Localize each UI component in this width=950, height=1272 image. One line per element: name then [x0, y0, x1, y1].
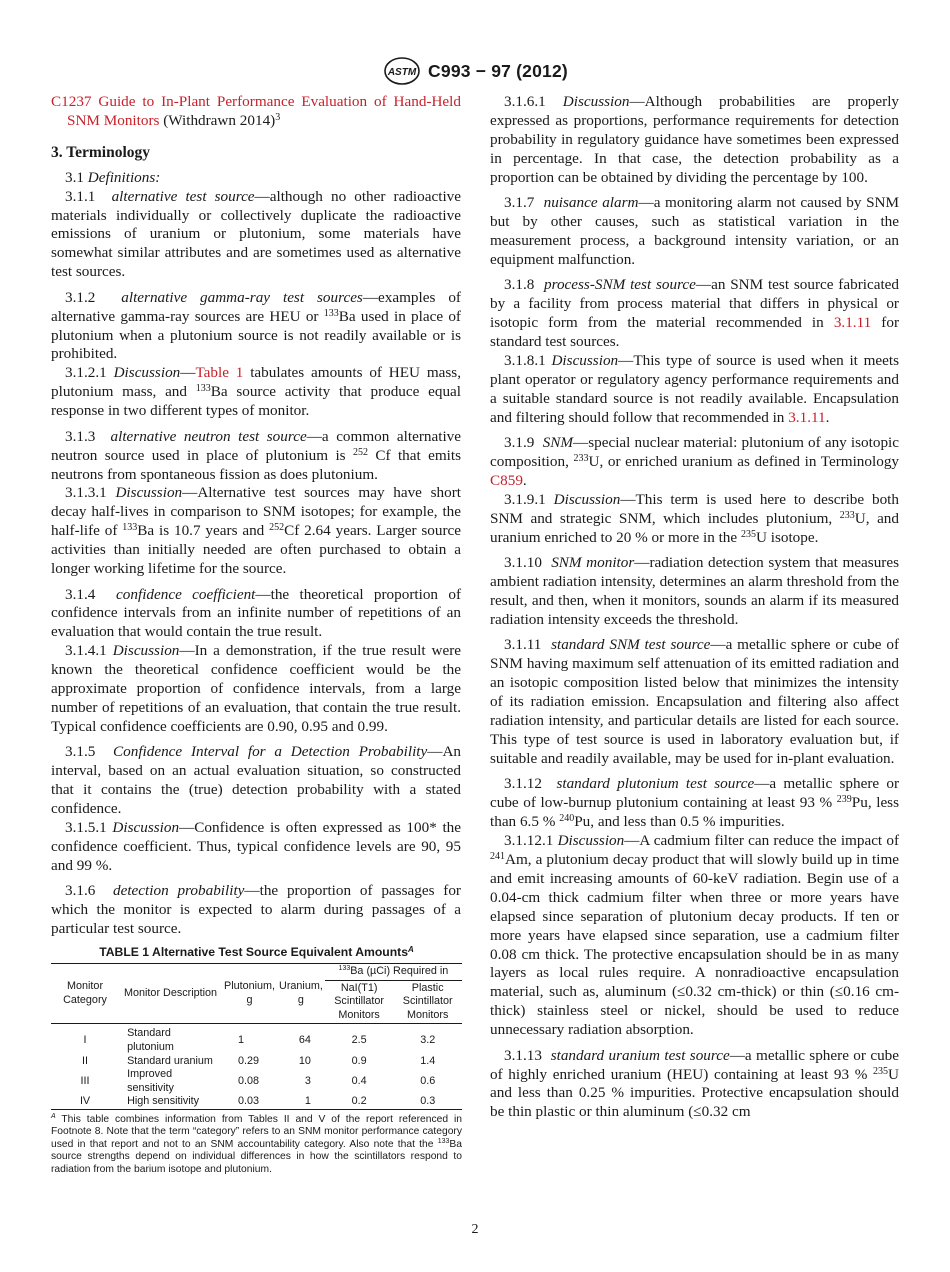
- definition-3-1-9-1: 3.1.9.1 Discussion—This term is used here to describe both SNM and strategic SNM, which includes plutonium, $^{233}$U, and uranium enriched to 20 % or more in the $^{235}$U isotope.: [490, 490, 900, 546]
- document-designation: C993 − 97 (2012): [428, 60, 568, 81]
- header-ba-group: $^{133}$Ba (µCi) Required in: [325, 964, 462, 981]
- reference-title-link[interactable]: Guide to In-Plant Performance Evaluation of Hand-Held SNM Monitors: [67, 93, 461, 129]
- header-monitor-description: Monitor Description: [119, 964, 222, 1024]
- header-plastic: Plastic Scintillator Monitors: [393, 980, 462, 1024]
- definition-3-1-1: 3.1.1 alternative test source—although no other radioactive materials individually or collectively duplicate the radioactive emissions of uranium or plutonium, some materials have somewhat similar attributes and are sometimes used as alternative test sources.: [51, 187, 461, 281]
- reference-note: (Withdrawn 2014): [163, 111, 276, 129]
- left-column: [51, 93, 461, 939]
- definition-3-1-3: 3.1.3 alternative neutron test source—a common alternative neutron source used in place of plutonium is $^{252}$ Cf that emits neutrons from spontaneous fission as does plutonium.: [51, 427, 462, 483]
- table-1-link[interactable]: Table 1: [195, 364, 244, 382]
- definition-3-1-7: 3.1.7 nuisance alarm—a monitoring alarm not caused by SNM but by other causes, such as statistical variation in the measurement process, a background intensity variation, or an equipment malfunction.: [490, 194, 899, 268]
- table-row: I Standard plutonium 1 64 2.5 3.2: [83, 1027, 436, 1053]
- definition-3-1-5-1: 3.1.5.1 Discussion—Confidence is often expressed as 100* the confidence coefficient. Thus, typical confidence levels are 90, 95 and 99 %.: [51, 819, 461, 874]
- table-1: [51, 945, 462, 1176]
- definition-3-1-9: 3.1.9 SNM—special nuclear material: plutonium of any isotopic composition, $^{233}$U, or enriched uranium as defined in Terminology C859.: [490, 434, 900, 489]
- reference-c1237: [51, 93, 461, 131]
- definition-3-1: 3.1 Definitions:: [65, 168, 161, 186]
- header-nai: NaI(T1) Scintillator Monitors: [325, 980, 394, 1024]
- definition-3-1-12: 3.1.12 standard plutonium test source—a metallic sphere or cube of low-burnup plutonium containing at least 93 % $^{239}$Pu, less than 6.5 % $^{240}$Pu, and less than 0.5 % impurities.: [490, 775, 900, 831]
- definition-3-1-6: 3.1.6 detection probability—the proportion of passages for which the monitor is expected to alarm during passages of a particular test source.: [51, 882, 461, 938]
- header-uranium: Uranium, g: [277, 964, 325, 1024]
- table-row: II Standard uranium 0.29 10 0.9 1.4: [82, 1054, 436, 1067]
- definition-3-1-10: 3.1.10 SNM monitor—radiation detection system that measures ambient radiation intensity, determines an alarm threshold from the result, and then, when it monitors, sounds an alarm if its measured radiation intensity exceeds the threshold.: [490, 554, 900, 628]
- equivalent-amounts-table: [51, 963, 462, 1110]
- table-footnote: $^A$ This table combines information from Tables II and V of the report referenced in Footnote 8. Note that the term “category” refers to an SNM monitor performance category used in that report and not to an SNM accountability category. Also note that the $^{133}$Ba source strengths depend on individual differences in how the scintillators respond to radiation from the barium isotope and plutonium.: [51, 1112, 462, 1175]
- definition-3-1-11: 3.1.11 standard SNM test source—a metallic sphere or cube of SNM having maximum self attenuation of its emitted radiation and an isotopic composition listed below that minimizes the intensity of its radiation emission. Encapsulation and filtering also affect radiation intensity, and particular details are listed for each source. This type of test source is used in laboratory evaluation but, if suitable and readily available, may be used for in-plant evaluation.: [490, 636, 900, 767]
- c859-link[interactable]: C859: [490, 472, 523, 489]
- definition-3-1-12-1: 3.1.12.1 Discussion—A cadmium filter can reduce the impact of $^{241}$Am, a plutonium decay product that will slowly build up in time and emit increasing amounts of 60-keV radiation. Begin use of a 0.04-cm thick cadmium filter when three or more years have elapsed since separation of plutonium decay products. If ten or more years have elapsed since separation, use a cadmium filter 0.08 cm thick. The protective encapsulation should be in as many layers as local rules require. A nonradioactive encapsulation material, such as, aluminum (≤0.32 cm-thick) or thin (≤0.16 cm-thick) stainless steel or nickel, should be used to reduce unnecessary radiation absorption.: [490, 832, 899, 1039]
- definition-3-1-3-1: 3.1.3.1 Discussion—Alternative test sources may have short decay half-lives in comparison to SNM isotopes; for example, the half-life of $^{133}$Ba is 10.7 years and $^{252}$Cf 2.64 years. Larger source activities than initially needed are often purchased to obtain a longer working lifetime for the source.: [51, 484, 461, 578]
- header-monitor-category: Monitor Category: [51, 964, 119, 1024]
- definition-3-1-2: 3.1.2 alternative gamma-ray test sources—examples of alternative gamma-ray sources are HEU or $^{133}$Ba used in place of plutonium when a plutonium source is not readily available or is prohibited.: [51, 288, 461, 363]
- definition-3-1-6-1: 3.1.6.1 Discussion—Although probabilities are properly expressed as proportions, performance requirements for detection probability in regulatory guidance have sometimes been expressed in percentage. In that case, the detection probability as a proportion can be obtained by dividing the percentage by 100.: [490, 93, 900, 186]
- definition-3-1-13: 3.1.13 standard uranium test source—a metallic sphere or cube of highly enriched uranium (HEU) containing at least 93 % $^{235}$U and less than 0.25 % impurities. Protective encapsulation should be thin plastic or thin aluminum (≤0.32 cm: [490, 1046, 900, 1121]
- reference-id-link[interactable]: C1237: [51, 93, 92, 110]
- definition-3-1-4: 3.1.4 confidence coefficient—the theoretical proportion of confidence intervals from an infinite number of repetitions of an evaluation that would contain the true result.: [51, 585, 461, 641]
- table-caption: TABLE 1 Alternative Test Source Equivalent Amounts$^A$: [99, 945, 414, 959]
- section-3-1-11-link[interactable]: 3.1.11: [833, 314, 872, 332]
- section-heading: 3. Terminology: [51, 143, 151, 161]
- right-column: [490, 93, 899, 1122]
- table-row: III Improved sensitivity 0.08 3 0.4 0.6: [80, 1068, 436, 1094]
- astm-logo-icon: [382, 56, 422, 86]
- section-3-1-11-link[interactable]: 3.1.11: [788, 408, 826, 426]
- logo-text: ASTM: [387, 67, 417, 78]
- definition-3-1-2-1: 3.1.2.1 Discussion—Table 1 tabulates amounts of HEU mass, plutonium mass, and $^{133}$Ba source activity that produce equal response in two different types of monitor.: [51, 364, 462, 420]
- footnote-marker: 3: [275, 111, 281, 123]
- definition-3-1-5: 3.1.5 Confidence Interval for a Detection Probability—An interval, based on an actual evaluation situation, so constructed that it contains the (true) detection probability with a stated confidence.: [51, 743, 462, 818]
- header-plutonium: Plutonium, g: [222, 964, 277, 1024]
- page-number: 2: [471, 1222, 479, 1237]
- definition-3-1-4-1: 3.1.4.1 Discussion—In a demonstration, if the true result were known the theoretical confidence coefficient would be the approximate proportion of confidence intervals, from a large number of repetitions of an evaluation, that contain the true result. Typical confidence coefficients are 0.90, 0.95 and 0.99.: [51, 642, 461, 735]
- definition-3-1-8-1: 3.1.8.1 Discussion—This type of source is used when it meets plant operator or regulatory agency performance requirements and a suitable standard source is not readily available. Encapsulation and filtering should follow that recommended in 3.1.11.: [490, 351, 900, 426]
- definition-3-1-8: 3.1.8 process-SNM test source—an SNM test source fabricated by a facility from process material that differs in physical or isotopic form from the material recommended in 3.1.11 for standard test sources.: [490, 276, 900, 351]
- page-header: [0, 56, 950, 91]
- table-row: IV High sensitivity 0.03 1 0.2 0.3: [51, 1095, 462, 1109]
